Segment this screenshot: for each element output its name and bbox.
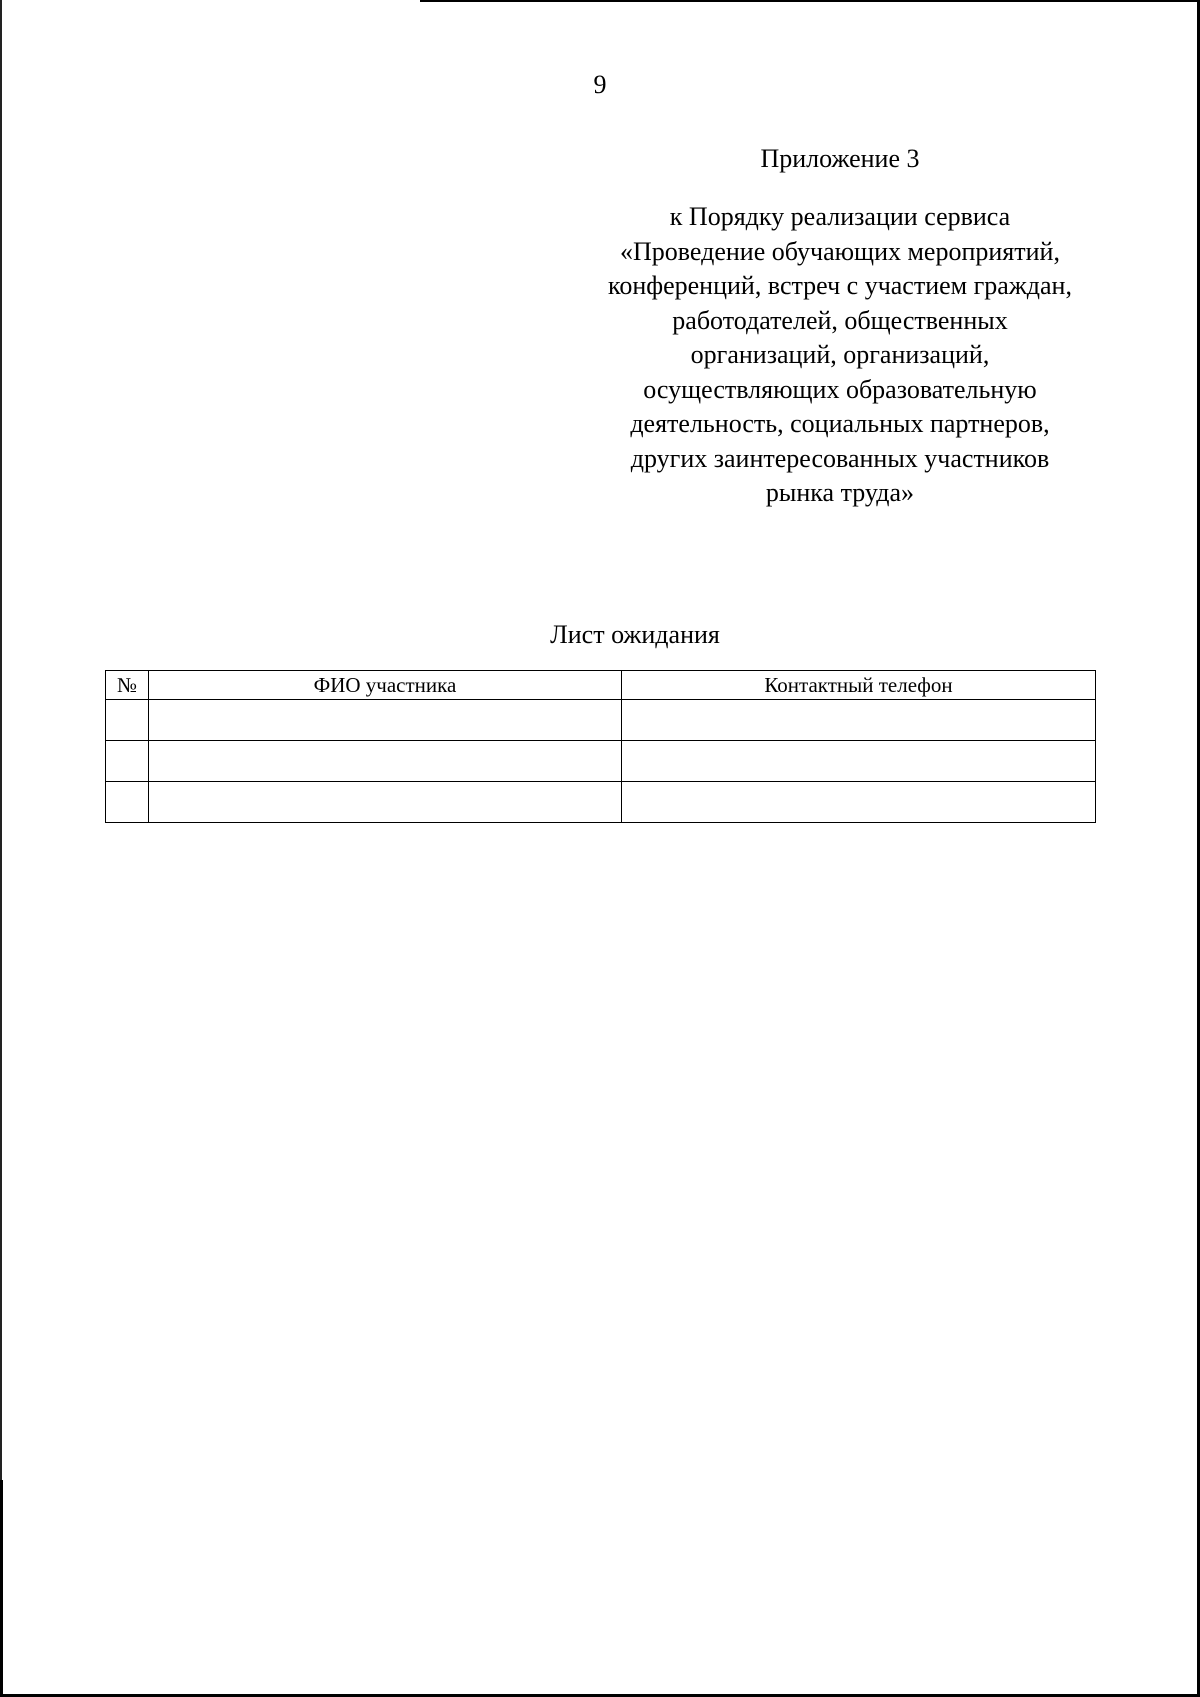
waiting-list-table bbox=[105, 670, 1096, 823]
header-contact-phone: Контактный телефон bbox=[622, 671, 1096, 700]
appendix-line: конференций, встреч с участием граждан, bbox=[608, 271, 1072, 300]
cell-participant-name bbox=[149, 700, 622, 741]
cell-number bbox=[106, 782, 149, 823]
appendix-line: к Порядку реализации сервиса bbox=[669, 202, 1011, 231]
appendix-line: деятельность, социальных партнеров, bbox=[630, 409, 1050, 438]
header-participant-name: ФИО участника bbox=[149, 671, 622, 700]
cell-contact-phone bbox=[622, 782, 1096, 823]
scan-border-left-bottom bbox=[0, 1480, 3, 1697]
cell-number bbox=[106, 741, 149, 782]
page-number: 9 bbox=[593, 70, 607, 99]
cell-participant-name bbox=[149, 782, 622, 823]
header-number: № bbox=[106, 671, 149, 700]
table-row bbox=[106, 741, 1096, 782]
appendix-title: Приложение 3 bbox=[760, 144, 920, 173]
cell-number bbox=[106, 700, 149, 741]
table-header-row bbox=[106, 671, 1096, 700]
appendix-line: осуществляющих образовательную bbox=[643, 374, 1037, 404]
cell-contact-phone bbox=[622, 741, 1096, 782]
cell-participant-name bbox=[149, 741, 622, 782]
scan-border-top bbox=[420, 0, 1200, 2]
scan-border-left bbox=[0, 0, 2, 1697]
table-row bbox=[106, 700, 1096, 741]
appendix-description bbox=[560, 200, 1120, 511]
sheet-title: Лист ожидания bbox=[550, 620, 720, 649]
appendix-line: других заинтересованных участников bbox=[630, 443, 1050, 473]
cell-contact-phone bbox=[622, 700, 1096, 741]
appendix-line: рынка труда» bbox=[765, 478, 915, 507]
appendix-line: организаций, организаций, bbox=[690, 340, 990, 369]
appendix-line: «Проведение обучающих мероприятий, bbox=[620, 236, 1060, 266]
appendix-line: работодателей, общественных bbox=[672, 305, 1008, 335]
table-row bbox=[106, 782, 1096, 823]
